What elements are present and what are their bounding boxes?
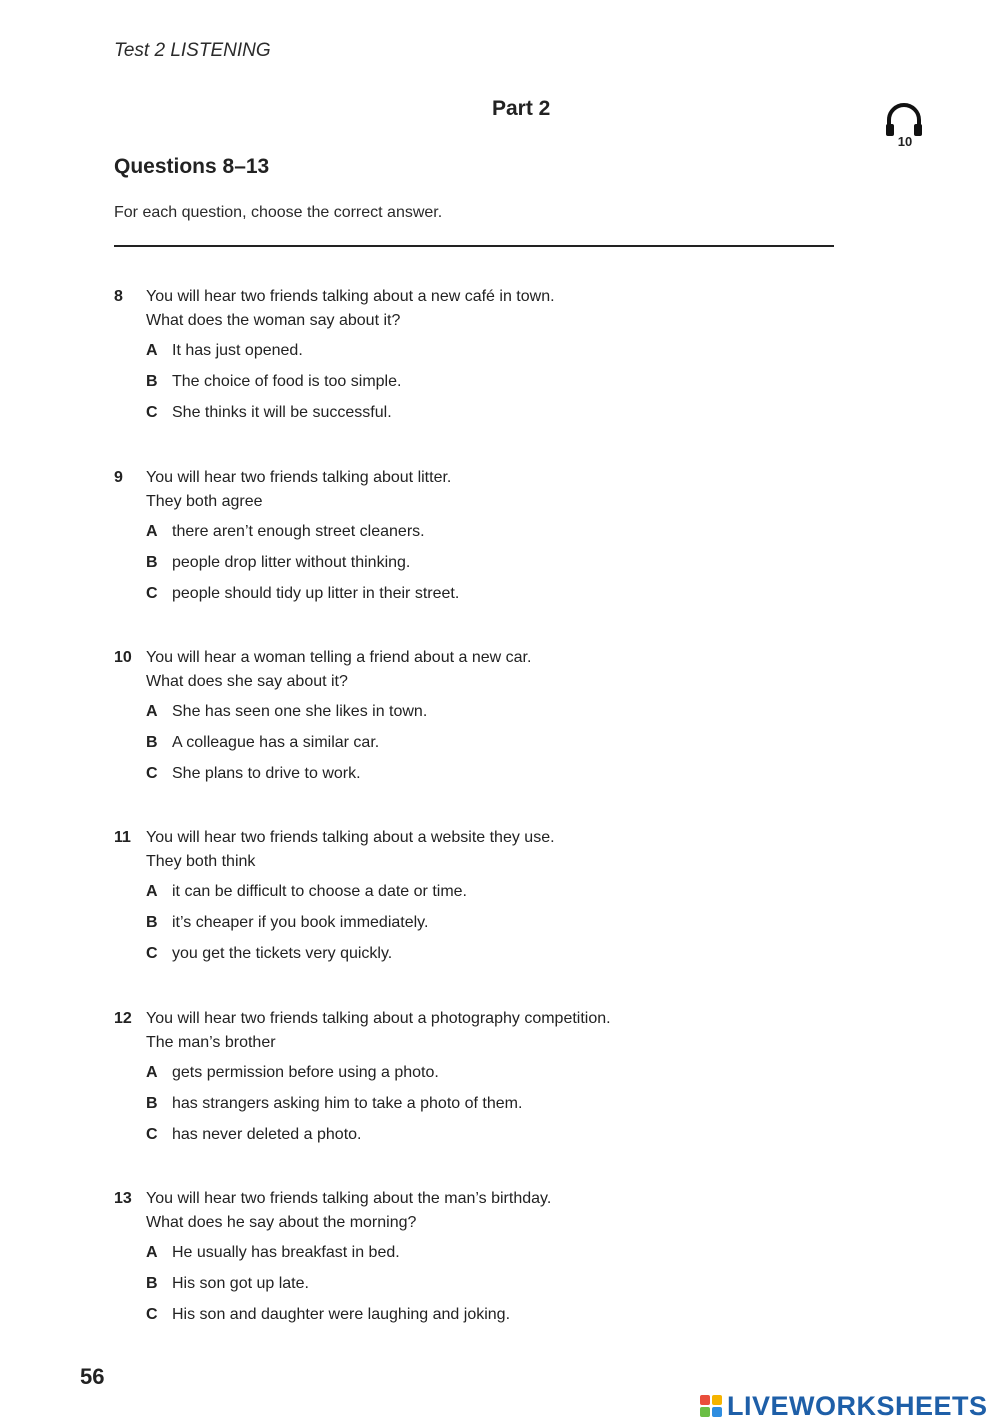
option-letter: A bbox=[146, 523, 158, 540]
option-b[interactable] bbox=[146, 731, 874, 762]
option-c[interactable] bbox=[146, 762, 874, 793]
question-number: 11 bbox=[114, 829, 131, 846]
option-b[interactable] bbox=[146, 370, 874, 401]
option-b[interactable] bbox=[146, 551, 874, 582]
option-letter: C bbox=[146, 585, 158, 602]
option-text: gets permission before using a photo. bbox=[172, 1064, 439, 1081]
option-text: She thinks it will be successful. bbox=[172, 404, 392, 421]
option-letter: C bbox=[146, 1306, 158, 1323]
option-text: His son and daughter were laughing and joking. bbox=[172, 1306, 511, 1323]
option-text: A colleague has a similar car. bbox=[172, 734, 380, 751]
question-number: 10 bbox=[114, 649, 132, 666]
option-letter: B bbox=[146, 734, 158, 751]
option-c[interactable] bbox=[146, 1303, 874, 1334]
option-text: It has just opened. bbox=[172, 342, 303, 359]
brand-grid-icon bbox=[700, 1395, 724, 1419]
question-prompt: You will hear two friends talking about a website they use. bbox=[146, 829, 555, 846]
option-text: it’s cheaper if you book immediately. bbox=[172, 914, 429, 931]
brand-text: LIVEWORKSHEETS bbox=[727, 1391, 988, 1421]
option-text: there aren’t enough street cleaners. bbox=[172, 523, 425, 540]
option-a[interactable] bbox=[146, 1061, 874, 1092]
divider bbox=[114, 245, 834, 247]
question-prompt: You will hear two friends talking about litter. bbox=[146, 469, 452, 486]
question-11 bbox=[114, 826, 874, 973]
option-b[interactable] bbox=[146, 911, 874, 942]
option-letter: C bbox=[146, 765, 158, 782]
option-letter: B bbox=[146, 914, 158, 931]
option-a[interactable] bbox=[146, 1241, 874, 1272]
option-letter: B bbox=[146, 1095, 158, 1112]
question-9 bbox=[114, 466, 874, 613]
brand-logo bbox=[700, 1391, 988, 1422]
question-text: What does he say about the morning? bbox=[146, 1214, 417, 1231]
option-letter: A bbox=[146, 342, 158, 359]
question-prompt: You will hear two friends talking about a photography competition. bbox=[146, 1010, 611, 1027]
option-text: His son got up late. bbox=[172, 1275, 309, 1292]
option-letter: A bbox=[146, 703, 158, 720]
question-8 bbox=[114, 285, 874, 432]
option-c[interactable] bbox=[146, 942, 874, 973]
option-a[interactable] bbox=[146, 880, 874, 911]
question-text: What does she say about it? bbox=[146, 673, 348, 690]
option-letter: C bbox=[146, 945, 158, 962]
question-prompt: You will hear two friends talking about a new café in town. bbox=[146, 288, 555, 305]
option-letter: A bbox=[146, 883, 158, 900]
option-c[interactable] bbox=[146, 401, 874, 432]
question-number: 9 bbox=[114, 469, 123, 486]
option-letter: A bbox=[146, 1064, 158, 1081]
page-number: 56 bbox=[80, 1364, 105, 1389]
audio-track-number: 10 bbox=[897, 134, 913, 149]
question-12 bbox=[114, 1007, 874, 1154]
option-text: it can be difficult to choose a date or time. bbox=[172, 883, 467, 900]
option-letter: B bbox=[146, 1275, 158, 1292]
question-text: The man’s brother bbox=[146, 1034, 276, 1051]
question-prompt: You will hear a woman telling a friend about a new car. bbox=[146, 649, 532, 666]
part-title: Part 2 bbox=[492, 97, 551, 120]
option-text: The choice of food is too simple. bbox=[172, 373, 402, 390]
option-a[interactable] bbox=[146, 700, 874, 731]
option-a[interactable] bbox=[146, 339, 874, 370]
option-a[interactable] bbox=[146, 520, 874, 551]
option-letter: A bbox=[146, 1244, 158, 1261]
question-text: What does the woman say about it? bbox=[146, 312, 401, 329]
test-title: Test 2 LISTENING bbox=[114, 40, 271, 61]
question-prompt: You will hear two friends talking about the man’s birthday. bbox=[146, 1190, 552, 1207]
question-number: 8 bbox=[114, 288, 123, 305]
option-text: you get the tickets very quickly. bbox=[172, 945, 393, 962]
option-letter: C bbox=[146, 1126, 158, 1143]
questions-title: Questions 8–13 bbox=[114, 155, 270, 178]
option-letter: C bbox=[146, 404, 158, 421]
option-text: people drop litter without thinking. bbox=[172, 554, 411, 571]
question-text: They both think bbox=[146, 853, 256, 870]
option-text: has never deleted a photo. bbox=[172, 1126, 362, 1143]
option-b[interactable] bbox=[146, 1272, 874, 1303]
option-c[interactable] bbox=[146, 1123, 874, 1154]
option-text: She plans to drive to work. bbox=[172, 765, 361, 782]
instruction: For each question, choose the correct answer. bbox=[114, 204, 443, 221]
option-text: has strangers asking him to take a photo of them. bbox=[172, 1095, 523, 1112]
option-text: He usually has breakfast in bed. bbox=[172, 1244, 400, 1261]
question-number: 12 bbox=[114, 1010, 132, 1027]
question-13 bbox=[114, 1187, 874, 1334]
option-text: She has seen one she likes in town. bbox=[172, 703, 428, 720]
option-text: people should tidy up litter in their street. bbox=[172, 585, 460, 602]
question-text: They both agree bbox=[146, 493, 263, 510]
option-letter: B bbox=[146, 554, 158, 571]
option-b[interactable] bbox=[146, 1092, 874, 1123]
question-10 bbox=[114, 646, 874, 793]
option-letter: B bbox=[146, 373, 158, 390]
question-number: 13 bbox=[114, 1190, 132, 1207]
option-c[interactable] bbox=[146, 582, 874, 613]
